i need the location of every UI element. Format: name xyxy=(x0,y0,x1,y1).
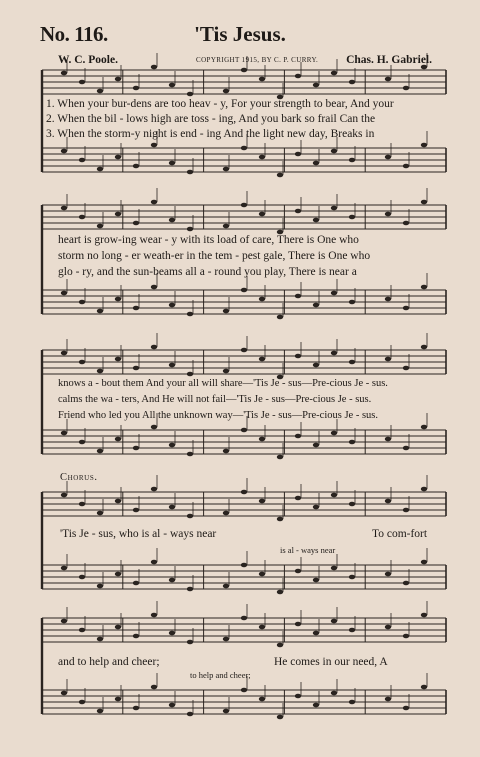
chorus-line1-right: To com-fort xyxy=(372,528,428,540)
staff-bass-4 xyxy=(42,548,446,594)
verse2-line1: 2. When the bil - lows high are toss - ing, And you bark so frail Can the xyxy=(46,113,376,125)
verse1-line1: 1. When your bur-dens are too heav - y, For your strength to bear, And your xyxy=(46,98,394,110)
verse2-line3: calms the wa - ters, And He will not fail—'Tis Je - sus—Pre-cious Je - sus. xyxy=(58,394,372,405)
hymn-title: 'Tis Jesus. xyxy=(194,22,286,46)
chorus-line2: and to help and cheer; xyxy=(58,656,160,668)
staff-treble-5 xyxy=(42,601,446,647)
verse3-line3: Friend who led you All the unknown way—'Tis Je - sus—Pre-cious Je - sus. xyxy=(58,410,378,421)
chorus-label: Chorus. xyxy=(60,472,98,483)
chorus-line1-bass: is al - ways near xyxy=(280,545,336,555)
copyright-notice: COPYRIGHT 1915, BY C. P. CURRY. xyxy=(196,56,319,64)
staff-treble-4 xyxy=(42,475,446,521)
verse2-line2: storm no long - er weath-er in the tem - pest gale, There is One who xyxy=(58,250,371,262)
composer-credit: Chas. H. Gabriel. xyxy=(346,54,432,66)
hymn-number: No. 116. xyxy=(40,22,108,46)
verse1-line3: knows a - bout them And your all will share—'Tis Je - sus—Pre-cious Je - sus. xyxy=(58,378,388,389)
staff-treble-2 xyxy=(42,188,446,234)
chorus-line2-right: He comes in our need, A xyxy=(274,656,388,668)
verse3-line2: glo - ry, and the sun-beams all a - round you play, There is near a xyxy=(58,266,357,278)
author-credit: W. C. Poole. xyxy=(58,54,118,66)
chorus-line2-bass: to help and cheer; xyxy=(190,670,251,680)
staff-treble-3 xyxy=(42,333,446,379)
staff-bass-2 xyxy=(42,273,446,319)
chorus-line1: 'Tis Je - sus, who is al - ways near xyxy=(60,528,217,540)
verse1-line2: heart is grow-ing wear - y with its load of care, There is One who xyxy=(58,234,359,246)
verse3-line1: 3. When the storm-y night is end - ing And the light new day, Breaks in xyxy=(46,128,375,140)
